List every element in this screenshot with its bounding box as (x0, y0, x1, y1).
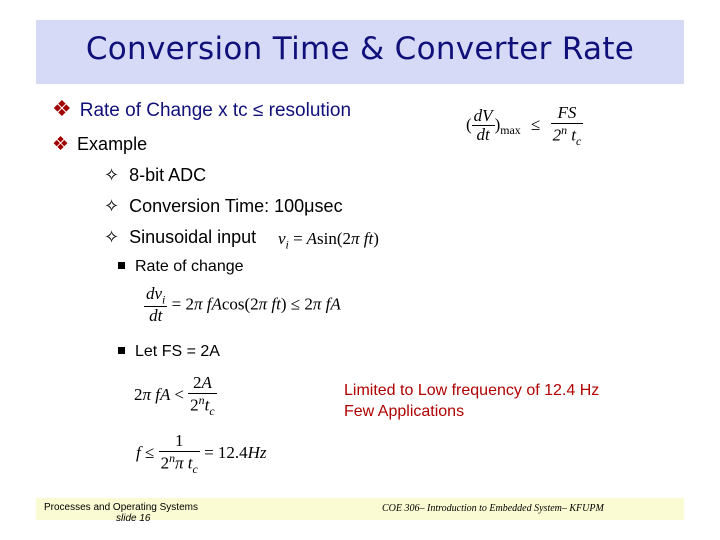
subitem-text: Let FS = 2A (135, 343, 220, 360)
diamond-bullet-icon: ❖ (52, 134, 70, 155)
formula-frequency-limit: f ≤ $\frac{1}{2^n\pi t_c}$ = 12.4Hz (136, 431, 267, 476)
diamond-bullet-icon: ❖ (52, 96, 72, 121)
note-low-frequency: Limited to Low frequency of 12.4 Hz (344, 382, 600, 399)
formula-max-slope: ( $\frac{dV}{dt}$ )$_{max}$ ≤ $\frac{FS}{2^n t_c}$ (466, 103, 582, 148)
four-point-star-icon: ✧ (104, 196, 120, 216)
square-bullet-icon (118, 347, 125, 354)
footer-slide-number: slide 16 (116, 513, 151, 524)
subitem-text: Rate of change (135, 258, 244, 275)
item-text: Conversion Time: 100μsec (129, 196, 343, 216)
footer-right: COE 306– Introduction to Embedded System– KFUPM (382, 503, 604, 514)
item-text: Sinusoidal input (129, 227, 257, 247)
title-bar (36, 20, 684, 84)
footer-course: Processes and Operating Systems (44, 502, 198, 513)
formula-inequality: 2π fA < $\frac{2A}{2^nt_c}$ (134, 373, 215, 418)
item-sinusoidal-input (104, 227, 256, 248)
bullet-text: Example (77, 134, 148, 154)
footer-left (44, 502, 198, 524)
formula-derivative: $\frac{dv_i}{dt}$ = 2π fAcos(2π ft) ≤ 2π fA (146, 284, 341, 326)
item-text: 8-bit ADC (129, 165, 207, 185)
item-8bit-adc (104, 165, 206, 186)
slide-title: Conversion Time & Converter Rate (85, 31, 635, 67)
subitem-rate-of-change (118, 258, 244, 276)
bullet-text: Rate of Change x tc ≤ resolution (79, 100, 352, 121)
four-point-star-icon: ✧ (104, 165, 120, 185)
bullet-rate-of-change (52, 96, 351, 122)
formula-sinusoid: $v_i = Asin(2\pi$ ft) (278, 229, 379, 252)
subitem-let-fs (118, 343, 220, 361)
four-point-star-icon: ✧ (104, 227, 120, 247)
note-few-applications: Few Applications (344, 403, 465, 420)
bullet-example (52, 133, 147, 156)
item-conversion-time (104, 196, 343, 217)
square-bullet-icon (118, 262, 125, 269)
